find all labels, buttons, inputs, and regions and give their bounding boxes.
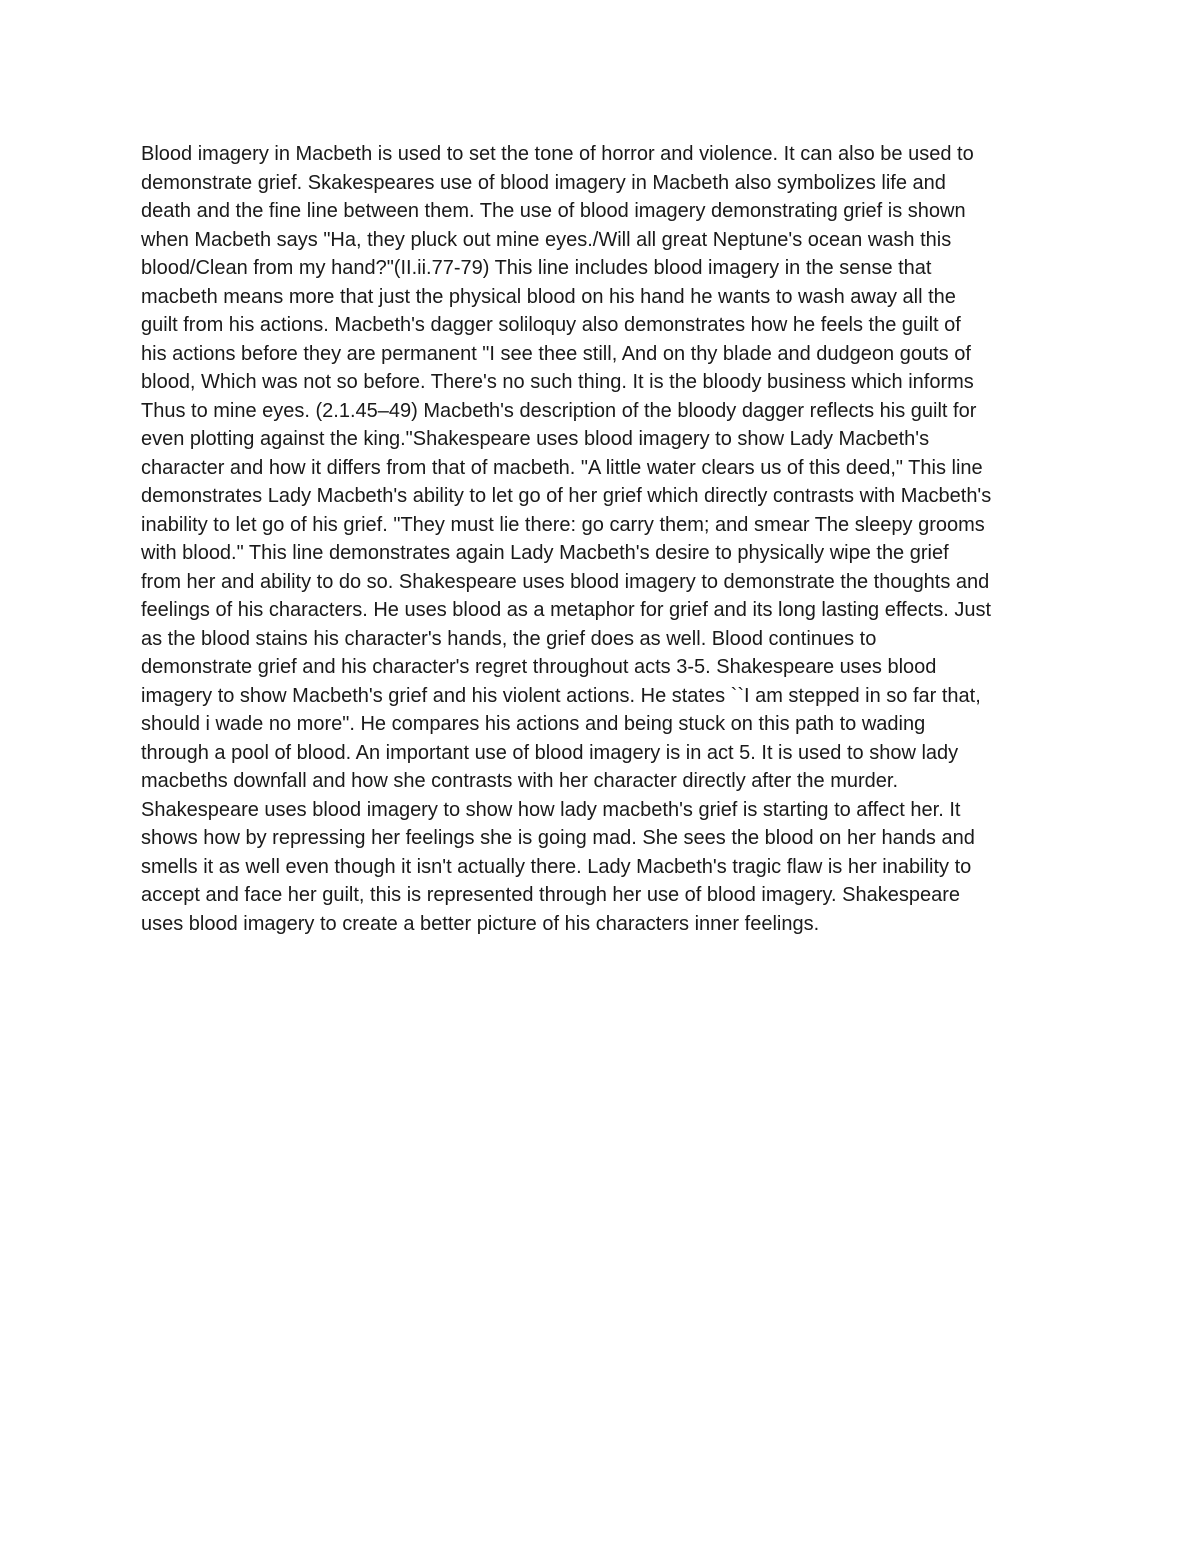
- text-line: demonstrate grief and his character's regret throughout acts 3-5. Shakespeare uses blood: [141, 656, 937, 678]
- text-line: demonstrates Lady Macbeth's ability to let go of her grief which directly contrasts with Macbeth's: [141, 485, 992, 507]
- text-line: Shakespeare uses blood imagery to show how lady macbeth's grief is starting to affect her. It: [141, 798, 961, 821]
- text-line: shows how by repressing her feelings she is going mad. She sees the blood on her hands and: [141, 827, 975, 849]
- text-line: with blood." This line demonstrates again Lady Macbeth's desire to physically wipe the grief: [141, 542, 949, 564]
- text-line: macbeth means more that just the physical blood on his hand he wants to wash away all the: [141, 285, 956, 308]
- text-line: demonstrate grief. Skakespeares use of blood imagery in Macbeth also symbolizes life and: [141, 171, 946, 194]
- text-line: imagery to show Macbeth's grief and his violent actions. He states ``I am stepped in so far that,: [141, 684, 981, 707]
- text-line: his actions before they are permanent "I see thee still, And on thy blade and dudgeon gouts of: [141, 342, 971, 365]
- text-line: through a pool of blood. An important use of blood imagery is in act 5. It is used to show lady: [141, 741, 959, 764]
- text-line: from her and ability to do so. Shakespeare uses blood imagery to demonstrate the thoughts and: [141, 570, 990, 593]
- text-line: even plotting against the king."Shakespeare uses blood imagery to show Lady Macbeth's: [141, 428, 930, 450]
- text-line: as the blood stains his character's hands, the grief does as well. Blood continues to: [141, 627, 877, 650]
- text-line: blood/Clean from my hand?"(II.ii.77-79) This line includes blood imagery in the sense that: [141, 257, 932, 279]
- text-line: guilt from his actions. Macbeth's dagger soliloquy also demonstrates how he feels the guilt of: [141, 314, 961, 336]
- text-line: accept and face her guilt, this is represented through her use of blood imagery. Shakespeare: [141, 884, 961, 906]
- text-line: death and the fine line between them. The use of blood imagery demonstrating grief is shown: [141, 200, 966, 222]
- text-line: macbeths downfall and how she contrasts with her character directly after the murder.: [141, 770, 899, 792]
- text-line: Blood imagery in Macbeth is used to set the tone of horror and violence. It can also be used to: [141, 143, 974, 165]
- text-line: character and how it differs from that of macbeth. "A little water clears us of this deed," This line: [141, 456, 983, 479]
- text-line: Thus to mine eyes. (2.1.45–49) Macbeth's description of the bloody dagger reflects his guilt for: [141, 399, 977, 422]
- text-line: uses blood imagery to create a better picture of his characters inner feelings.: [141, 912, 820, 935]
- text-line: feelings of his characters. He uses blood as a metaphor for grief and its long lasting effects. Just: [141, 599, 992, 621]
- text-line: smells it as well even though it isn't actually there. Lady Macbeth's tragic flaw is her inability to: [141, 855, 972, 878]
- text-line: should i wade no more". He compares his actions and being stuck on this path to wading: [141, 713, 926, 735]
- text-line: blood, Which was not so before. There's no such thing. It is the bloody business which informs: [141, 371, 974, 393]
- text-line: inability to let go of his grief. "They must lie there: go carry them; and smear The sleepy grooms: [141, 513, 985, 536]
- essay-paragraph: [141, 140, 1071, 938]
- text-line: when Macbeth says "Ha, they pluck out mine eyes./Will all great Neptune's ocean wash this: [141, 228, 952, 251]
